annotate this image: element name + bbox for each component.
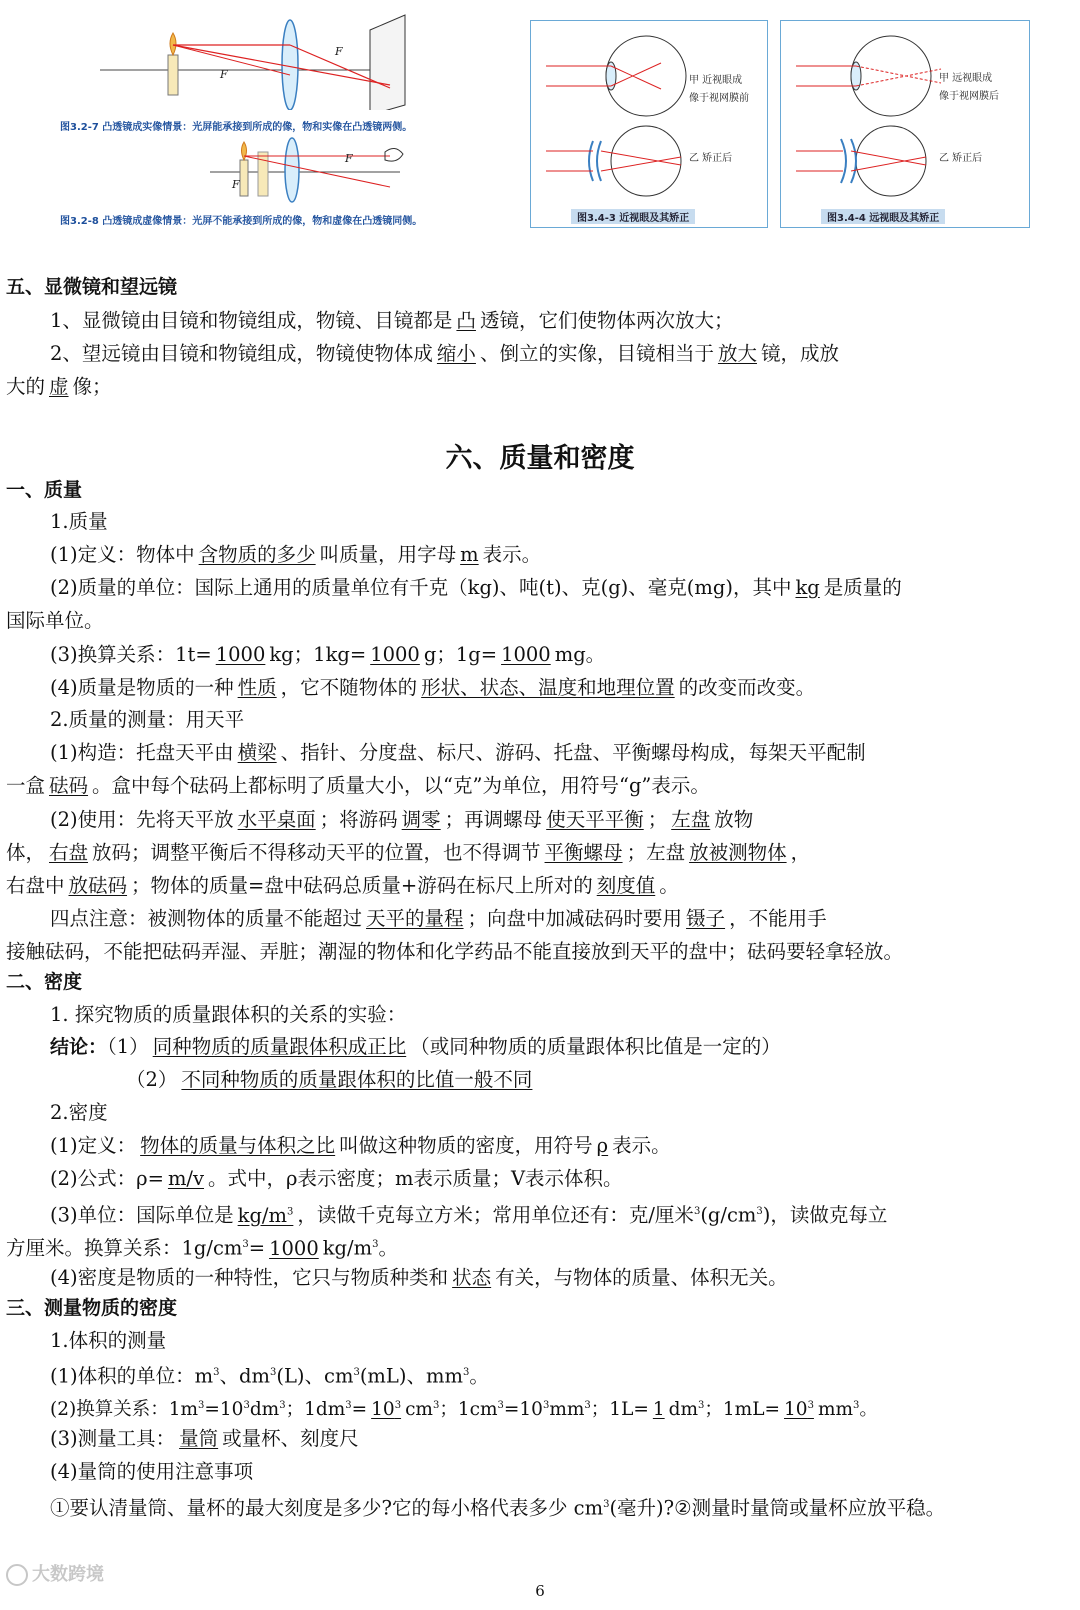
subheading: 1.体积的测量 — [50, 1329, 167, 1352]
text-line: 一盒 砝码 。盒中每个砝码上都标明了质量大小，以“克”为单位，用符号“g”表示。 — [6, 774, 710, 797]
text-line: 结论：（1） 同种物质的质量跟体积成正比 （或同种物质的质量跟体积比值是一定的） — [50, 1035, 781, 1058]
focal-point-label: F — [220, 68, 228, 81]
text-line: (1)体积的单位：$m^3$、$dm^3(L)$、$cm^3(mL)$、$mm^3$。 — [50, 1364, 489, 1388]
chapter-title: 六、质量和密度 — [445, 443, 635, 474]
figure-caption: 图3.4-3 近视眼及其矫正 — [571, 209, 695, 224]
text-line: (3)测量工具： 量筒 或量杯、刻度尺 — [50, 1427, 359, 1450]
text-line: (3)换算关系：1t= 1000 kg；1kg= 1000 g；1g= 1000 mg。 — [50, 643, 606, 666]
figure-convex-lens-virtual-image — [60, 132, 500, 227]
section-heading-microscope: 五、显微镜和望远镜 — [6, 276, 178, 298]
hyperopia-diagram — [781, 21, 1026, 201]
figure-caption: 图3.2-8 凸透镜成虚像情景：光屏不能承接到所成的像，物和虚像在凸透镜同侧。 — [60, 216, 423, 227]
text-line: ①要认清量筒、量杯的最大刻度是多少?它的每小格代表多少 $cm^3$(毫升)?②测量时量筒或量杯应放平稳。 — [50, 1496, 946, 1520]
convex-lens-virtual-diagram — [60, 132, 500, 204]
text-line: 体， 右盘 放码；调整平衡后不得移动天平的位置，也不得调节 平衡螺母 ；左盘 放被测物体 ， — [6, 841, 811, 864]
text-line: 大的 虚 像； — [6, 375, 112, 398]
page-number: 6 — [535, 1582, 545, 1600]
text-line: 国际单位。 — [6, 609, 104, 632]
subheading: (4)量筒的使用注意事项 — [50, 1460, 254, 1483]
text-line: (3)单位：国际单位是 $kg/m^3$ ，读做千克每立方米；常用单位还有：克/厘米$^3(g/cm^3)$，读做克每立 — [50, 1203, 888, 1227]
text-line: (2)质量的单位：国际上通用的质量单位有千克（kg)、吨(t)、克(g)、毫克(mg)，其中 kg 是质量的 — [50, 576, 902, 599]
diagram-label: 甲 远视眼成 — [939, 73, 993, 84]
text-line: (4)质量是物质的一种 性质 ，它不随物体的 形状、状态、温度和地理位置 的改变而改变。 — [50, 676, 816, 699]
diagram-label: 甲 近视眼成 — [689, 75, 743, 86]
text-line: (4)密度是物质的一种特性，它只与物质种类和 状态 有关，与物体的质量、体积无关。 — [50, 1266, 788, 1289]
text-line: 2、望远镜由目镜和物镜组成，物镜使物体成 缩小 、倒立的实像，目镜相当于 放大 镜，成放 — [50, 342, 839, 365]
figure-hyperopia — [780, 20, 1030, 228]
figure-caption: 图3.4-4 远视眼及其矫正 — [821, 209, 945, 224]
focal-point-label: F — [232, 178, 240, 191]
text-line: 右盘中 放砝码 ；物体的质量=盘中砝码总质量+游码在标尺上所对的 刻度值 。 — [6, 874, 679, 897]
text-line: (1)定义： 物体的质量与体积之比 叫做这种物质的密度，用符号 ρ 表示。 — [50, 1134, 671, 1157]
diagram-label: 乙 矫正后 — [939, 153, 983, 164]
text-line: 接触砝码，不能把砝码弄湿、弄脏；潮湿的物体和化学药品不能直接放到天平的盘中；砝码要轻拿轻放。 — [6, 940, 904, 963]
section-heading-measure: 三、测量物质的密度 — [6, 1297, 178, 1319]
convex-lens-real-diagram — [60, 10, 500, 110]
diagram-label: 像于视网膜前 — [689, 93, 749, 104]
focal-point-label: F — [335, 45, 343, 58]
text-line: (2)换算关系：$1m^3=10^3dm^3$；$1dm^3= 10^3$ $cm^3$；$1cm^3=10^3mm^3$；1L= 1 $dm^3$；$1mL= 10^3$ $mm^3$。 — [50, 1399, 878, 1421]
figure-caption: 图3.2-7 凸透镜成实像情景：光屏能承接到所成的像，物和实像在凸透镜两侧。 — [60, 122, 413, 133]
text-line: 四点注意：被测物体的质量不能超过 天平的量程 ；向盘中加减砝码时要用 镊子 ，不能用手 — [50, 907, 827, 930]
section-heading-mass: 一、质量 — [6, 479, 83, 501]
focal-point-label: F — [345, 152, 353, 165]
eye-icon — [385, 148, 403, 161]
diagram-label: 像于视网膜后 — [939, 91, 999, 102]
text-line: (1)定义：物体中 含物质的多少 叫质量，用字母 m 表示。 — [50, 543, 542, 566]
text-line: 1、显微镜由目镜和物镜组成，物镜、目镜都是 凸 透镜，它们使物体两次放大； — [50, 309, 734, 332]
diagram-label: 乙 矫正后 — [689, 153, 733, 164]
figure-myopia — [530, 20, 768, 228]
text-line: 方厘米。换算关系：$1g/cm^3= 1000$ $kg/m^3$。 — [6, 1236, 398, 1260]
text-line: (1)构造：托盘天平由 横梁 、指针、分度盘、标尺、游码、托盘、平衡螺母构成，每架天平配制 — [50, 741, 866, 764]
subheading: 2.密度 — [50, 1101, 108, 1124]
watermark-logo: 大数跨境 — [6, 1560, 104, 1586]
text-line: (2)使用：先将天平放 水平桌面 ；将游码 调零 ；再调螺母 使天平平衡 ； 左盘 放物 — [50, 808, 754, 831]
section-heading-density: 二、密度 — [6, 971, 83, 993]
text-line: （2） 不同种物质的质量跟体积的比值一般不同 — [126, 1068, 533, 1091]
text-line: (2)公式：ρ= m/v 。式中，ρ表示密度；m表示质量；V表示体积。 — [50, 1167, 623, 1190]
subheading: 1.质量 — [50, 510, 108, 533]
subheading: 1. 探究物质的质量跟体积的关系的实验： — [50, 1003, 407, 1026]
myopia-diagram — [531, 21, 766, 201]
figure-convex-lens-real-image — [60, 10, 500, 133]
subheading: 2.质量的测量：用天平 — [50, 708, 245, 731]
